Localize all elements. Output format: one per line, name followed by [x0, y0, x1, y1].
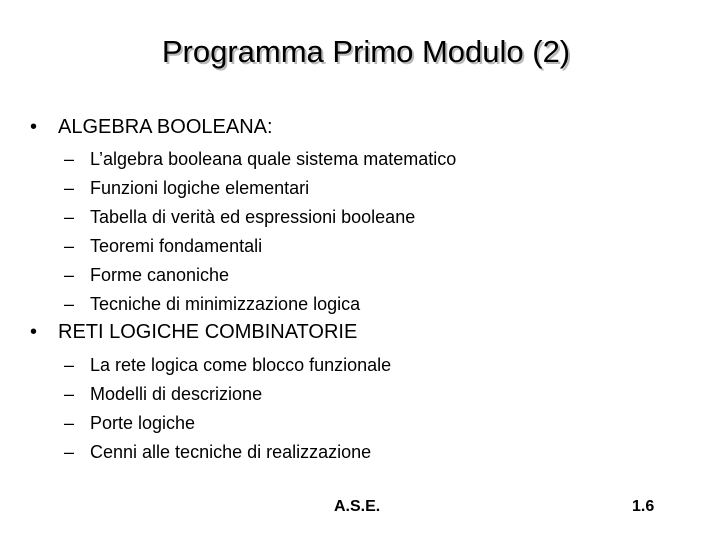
dash-icon: – [64, 149, 75, 169]
list-item-label: La rete logica come blocco funzionale [90, 355, 392, 375]
list-item [64, 261, 456, 290]
dash-icon: – [64, 442, 75, 462]
section-heading-reti-logiche [30, 321, 357, 344]
dash-icon: – [64, 207, 75, 227]
section-heading-label: RETI LOGICHE COMBINATORIE [58, 321, 358, 343]
dash-icon: – [64, 355, 75, 375]
list-item [64, 380, 391, 409]
dash-icon: – [64, 178, 75, 198]
dash-icon: – [64, 413, 75, 433]
list-item-label: L’algebra booleana quale sistema matematico [90, 149, 457, 169]
list-item [64, 409, 391, 438]
list-item-label: Cenni alle tecniche di realizzazione [90, 442, 372, 462]
list-item [64, 232, 456, 261]
list-item [64, 351, 391, 380]
list-item [64, 438, 391, 467]
list-item-label: Teoremi fondamentali [90, 236, 263, 256]
page-number: 1.6 [632, 498, 655, 515]
footer-label: A.S.E. [334, 498, 381, 515]
dash-icon: – [64, 294, 75, 314]
list-item-label: Porte logiche [90, 413, 196, 433]
slide-title: Programma Primo Modulo (2) [161, 34, 571, 69]
section-heading-label: ALGEBRA BOOLEANA: [58, 116, 273, 138]
subtopic-list-reti-logiche [64, 351, 391, 467]
list-item-label: Modelli di descrizione [90, 384, 263, 404]
list-item-label: Forme canoniche [90, 265, 230, 285]
list-item [64, 145, 456, 174]
subtopic-list-algebra-booleana [64, 145, 456, 319]
dash-icon: – [64, 265, 75, 285]
bullet-icon: • [30, 321, 38, 343]
section-heading-algebra-booleana [30, 116, 273, 139]
list-item [64, 203, 456, 232]
dash-icon: – [64, 236, 75, 256]
bullet-icon: • [30, 116, 38, 138]
list-item [64, 290, 456, 319]
dash-icon: – [64, 384, 75, 404]
list-item-label: Tecniche di minimizzazione logica [90, 294, 361, 314]
list-item-label: Tabella di verità ed espressioni booleane [90, 207, 416, 227]
list-item [64, 174, 456, 203]
list-item-label: Funzioni logiche elementari [90, 178, 310, 198]
